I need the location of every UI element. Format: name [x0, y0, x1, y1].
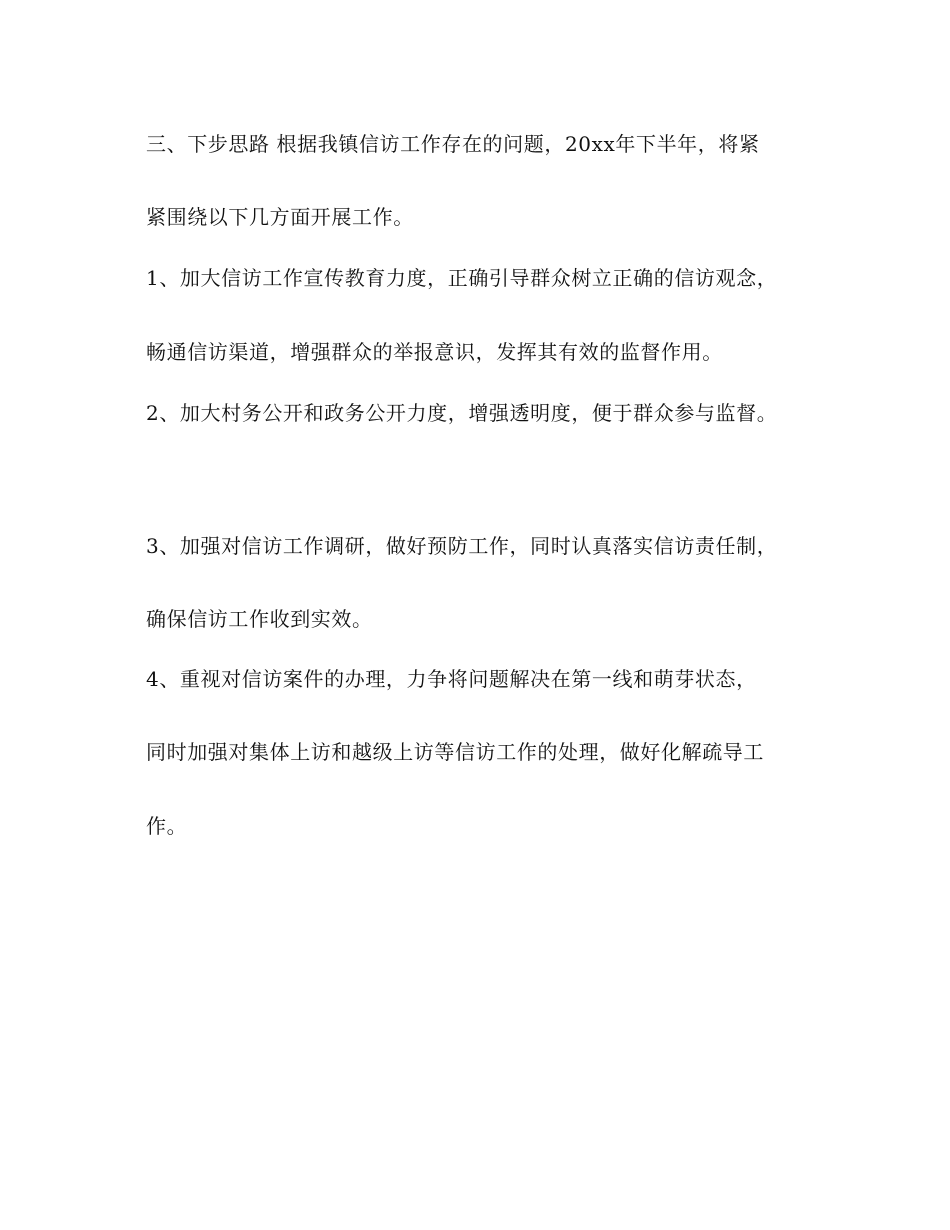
- list-item-1-line: 1、加大信访工作宣传教育力度，正确引导群众树立正确的信访观念，: [146, 266, 778, 290]
- list-item-2-line: 2、加大村务公开和政务公开力度，增强透明度，便于群众参与监督。: [146, 401, 778, 425]
- body-text-line: 同时加强对集体上访和越级上访等信访工作的处理，做好化解疏导工: [146, 740, 764, 764]
- list-item-4-line: 4、重视对信访案件的办理，力争将问题解决在第一线和萌芽状态，: [146, 667, 757, 691]
- list-item-3-line: 3、加强对信访工作调研，做好预防工作，同时认真落实信访责任制，: [146, 534, 778, 558]
- body-text-line: 确保信访工作收到实效。: [146, 607, 373, 631]
- body-text-line: 紧围绕以下几方面开展工作。: [146, 205, 414, 229]
- body-text-line: 作。: [146, 814, 188, 838]
- body-text-line: 畅通信访渠道，增强群众的举报意识，发挥其有效的监督作用。: [146, 340, 723, 364]
- section-heading-line: 三、下步思路 根据我镇信访工作存在的问题，20xx年下半年，将紧: [146, 132, 760, 156]
